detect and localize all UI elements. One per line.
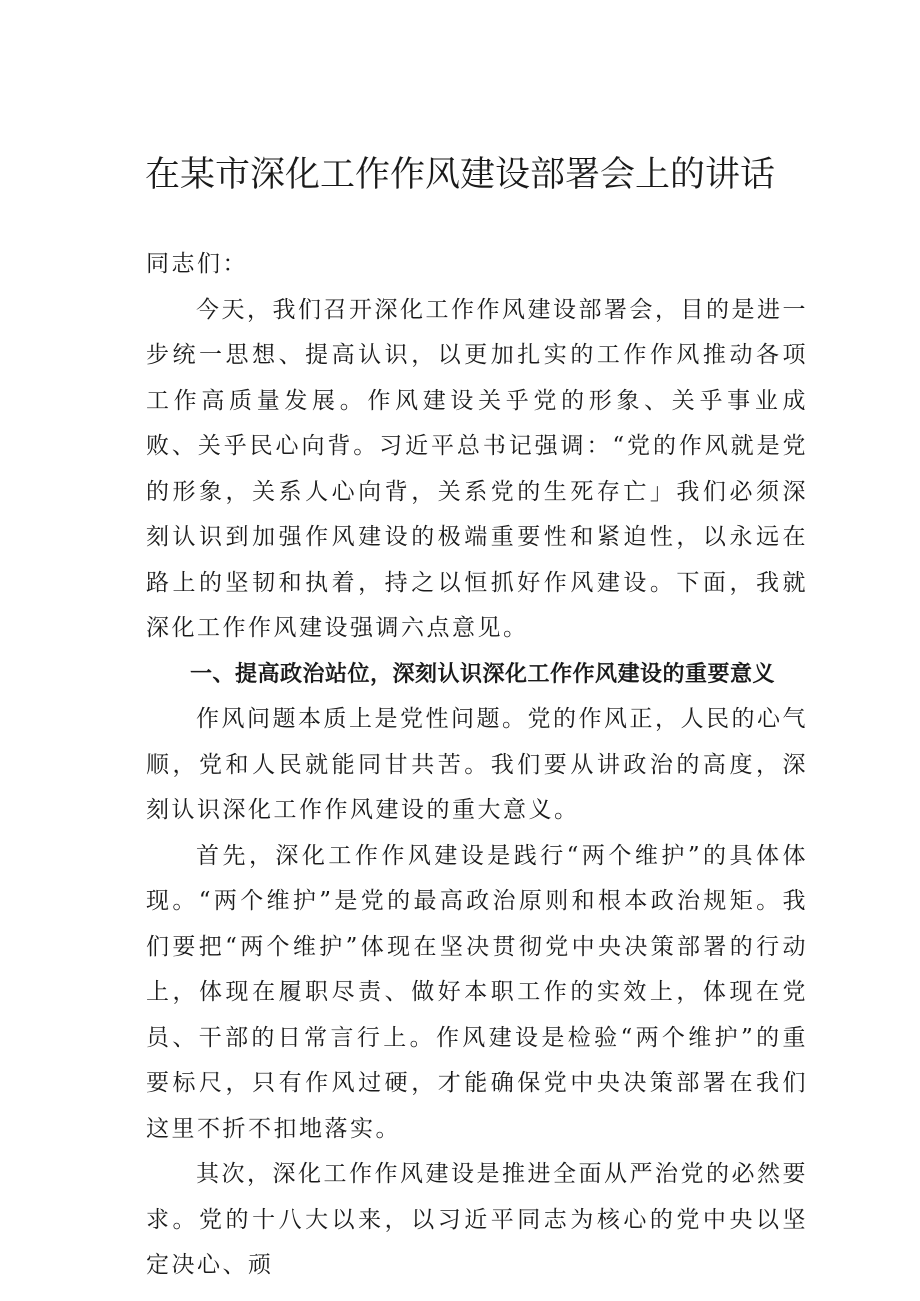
section-paragraph: 首先，深化工作作风建设是践行“两个维护”的具体体现。“两个维护”是党的最高政治原则和根本政治规矩。我们要把“两个维护”体现在坚决贯彻党中央决策部署的行动上，体现在履职尽责、做好本职工作的实效上，体现在党员、干部的日常言行上。作风建设是检验“两个维护”的重要标尺，只有作风过硬，才能确保党中央决策部署在我们这里不折不扣地落实。 xyxy=(146,842,808,1142)
section-paragraph: 其次，深化工作作风建设是推进全面从严治党的必然要求。党的十八大以来，以习近平同志为核心的党中央以坚定决心、顽 xyxy=(146,1161,808,1278)
section-heading: 一、提高政治站位，深刻认识深化工作作风建设的重要意义 xyxy=(190,661,776,687)
document-body xyxy=(146,242,808,1289)
section-paragraph: 作风问题本质上是党性问题。党的作风正，人民的心气顺，党和人民就能同甘共苦。我们要从讲政治的高度，深刻认识深化工作作风建设的重大意义。 xyxy=(146,706,808,823)
document-title: 在某市深化工作作风建设部署会上的讲话 xyxy=(144,155,775,195)
salutation: 同志们： xyxy=(146,251,248,277)
intro-paragraph: 今天，我们召开深化工作作风建设部署会，目的是进一步统一思想、提高认识，以更加扎实的工作作风推动各项工作高质量发展。作风建设关乎党的形象、关乎事业成败、关乎民心向背。习近平总书记强调：“党的作风就是党的形象，关系人心向背，关系党的生死存亡」我们必须深刻认识到加强作风建设的极端重要性和紧迫性，以永远在路上的坚韧和执着，持之以恒抓好作风建设。下面，我就深化工作作风建设强调六点意见。 xyxy=(146,296,808,641)
